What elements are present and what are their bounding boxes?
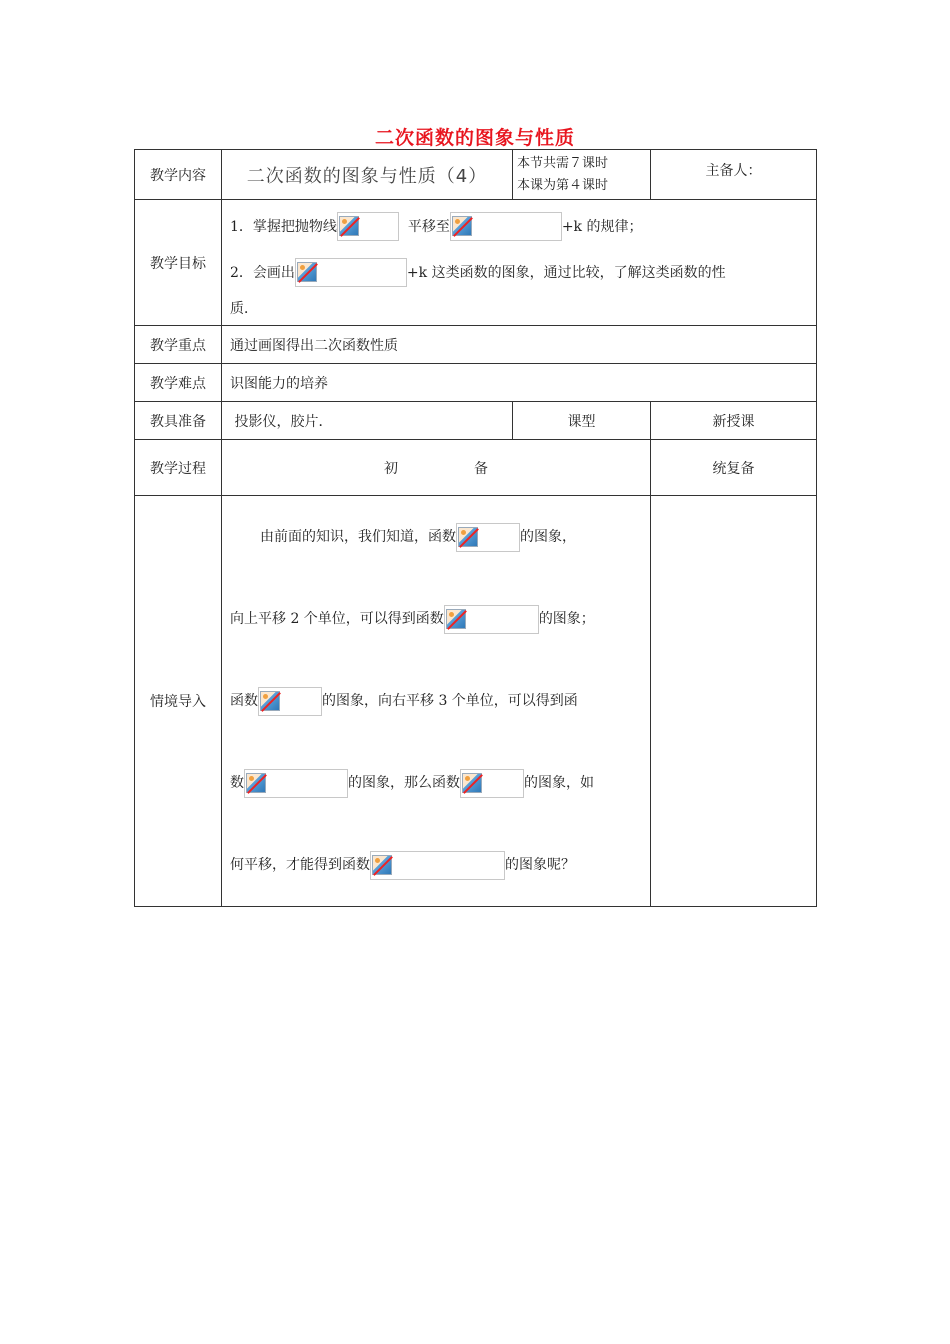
process-word-2: 备 — [474, 460, 488, 477]
goals-content — [222, 200, 817, 326]
hours-cell — [513, 150, 651, 200]
process-right: 统复备 — [651, 440, 817, 496]
broken-image-icon — [372, 855, 392, 875]
key-points-text: 通过画图得出二次函数性质 — [222, 326, 817, 364]
hours-total: 本节共需７课时 — [517, 155, 609, 171]
preparer: 主备人： — [651, 150, 817, 200]
intro-line-3 — [230, 660, 642, 742]
intro-line-1 — [230, 496, 642, 578]
label-content: 教学内容 — [135, 150, 222, 200]
intro-2-b: 的图象； — [538, 611, 595, 627]
tools-text — [222, 402, 513, 440]
hours-current: 本课为第４课时 — [517, 177, 609, 193]
document-title: 二次函数的图象与性质 — [374, 127, 575, 149]
goal-1-text-b: 平移至 — [407, 218, 450, 235]
label-key-points: 教学重点 — [135, 326, 222, 364]
goal-2-text-b: +k 这类函数的图象，通过比较，了解这类函数的性 — [406, 264, 726, 281]
lesson-plan-table — [134, 149, 817, 907]
row-tools — [135, 402, 817, 440]
intro-line-2 — [230, 578, 642, 660]
intro-4-c: 的图象，如 — [524, 775, 594, 791]
intro-line-5 — [230, 824, 642, 906]
goal-1-text-a: 1．掌握把抛物线 — [230, 218, 337, 235]
lesson-topic: 二次函数的图象与性质（4） — [222, 150, 513, 200]
row-process — [135, 440, 817, 496]
formula-image — [460, 769, 524, 798]
label-process: 教学过程 — [135, 440, 222, 496]
formula-image — [258, 687, 322, 716]
goal-line-3: 质． — [230, 300, 258, 317]
broken-image-icon — [339, 216, 359, 236]
row-difficulty — [135, 364, 817, 402]
intro-4-b: 的图象，那么函数 — [348, 775, 460, 791]
label-difficulty: 教学难点 — [135, 364, 222, 402]
label-goals: 教学目标 — [135, 200, 222, 326]
formula-image — [450, 212, 562, 241]
intro-4-a: 数 — [230, 775, 244, 791]
broken-image-icon — [462, 773, 482, 793]
broken-image-icon — [458, 527, 478, 547]
lesson-type-value: 新授课 — [651, 402, 817, 440]
row-intro — [135, 496, 817, 907]
row-goals — [135, 200, 817, 326]
difficulty-text: 识图能力的培养 — [222, 364, 817, 402]
goal-2-text-a: 2．会画出 — [230, 264, 295, 281]
broken-image-icon — [246, 773, 266, 793]
broken-image-icon — [446, 609, 466, 629]
goal-line-1 — [230, 204, 808, 250]
broken-image-icon — [297, 262, 317, 282]
intro-line-4 — [230, 742, 642, 824]
intro-5-a: 何平移，才能得到函数 — [230, 857, 370, 873]
intro-2-a: 向上平移 2 个单位，可以得到函数 — [230, 611, 444, 627]
formula-image — [295, 258, 407, 287]
formula-image — [244, 769, 348, 798]
formula-image — [337, 212, 399, 241]
formula-image — [456, 523, 520, 552]
lesson-type-label: 课型 — [513, 402, 651, 440]
row-key-points — [135, 326, 817, 364]
intro-3-a: 函数 — [230, 693, 258, 709]
intro-content — [222, 496, 651, 907]
goal-1-text-c: +k 的规律； — [561, 218, 643, 235]
intro-right-empty — [651, 496, 817, 907]
intro-1-a: 由前面的知识，我们知道，函数 — [260, 529, 456, 545]
process-left — [222, 440, 651, 496]
tools-text-value: 投影仪，胶片． — [234, 413, 333, 430]
intro-5-b: 的图象呢？ — [505, 857, 575, 873]
goal-line-2 — [230, 250, 808, 296]
label-intro: 情境导入 — [135, 496, 222, 907]
intro-3-b: 的图象，向右平移 3 个单位，可以得到函 — [322, 693, 578, 709]
formula-image — [444, 605, 539, 634]
intro-1-b: 的图象， — [520, 529, 576, 545]
broken-image-icon — [260, 691, 280, 711]
formula-image — [370, 851, 505, 880]
row-content — [135, 150, 817, 200]
label-tools: 教具准备 — [135, 402, 222, 440]
broken-image-icon — [452, 216, 472, 236]
process-word-1: 初 — [384, 460, 398, 477]
